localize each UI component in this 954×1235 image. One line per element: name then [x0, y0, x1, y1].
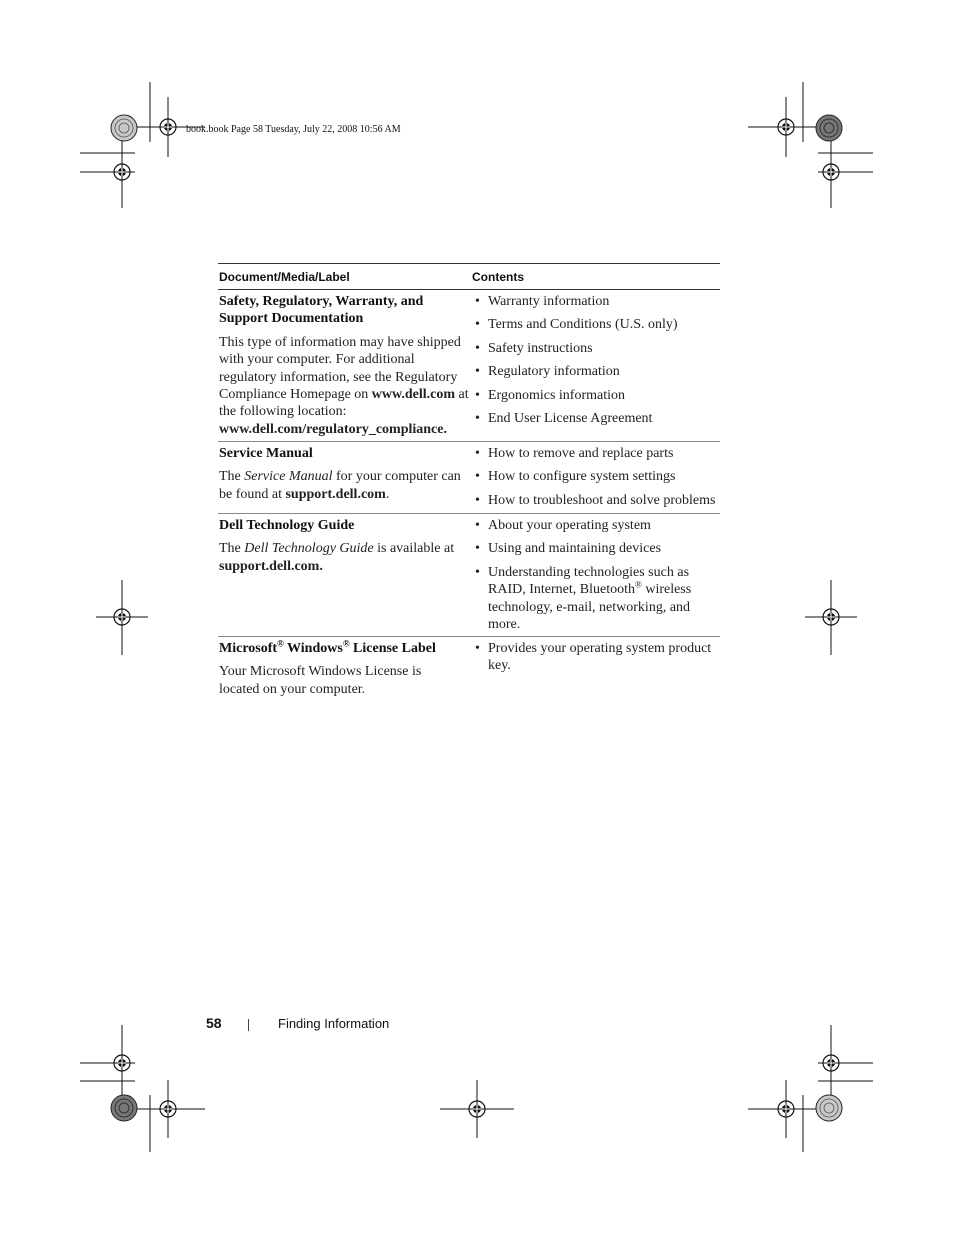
table-header	[218, 263, 720, 290]
list-item: • How to troubleshoot and solve problems	[470, 492, 720, 509]
list-item: • Understanding technologies such as RAID, Internet, Bluetooth® wireless technology, e-mail, networking, and more.	[470, 564, 720, 634]
table-row	[218, 514, 720, 637]
list-item: • Using and maintaining devices	[470, 540, 720, 557]
row-description: Your Microsoft Windows License is located on your computer.	[219, 664, 422, 697]
row-title: Dell Technology Guide	[219, 518, 355, 533]
list-item: • Provides your operating system product key.	[470, 640, 720, 675]
page-footer	[0, 1015, 954, 1035]
contents-list	[470, 445, 720, 509]
list-item: • Terms and Conditions (U.S. only)	[470, 316, 720, 333]
table-row	[218, 637, 720, 704]
header-document: Document/Media/Label	[219, 269, 350, 284]
list-item: • Safety instructions	[470, 340, 720, 357]
row-description: The Dell Technology Guide is available at support.dell.com.	[219, 541, 455, 574]
table-row	[218, 290, 720, 442]
documentation-table	[218, 263, 720, 704]
header-contents: Contents	[472, 269, 524, 284]
page-number: 58	[206, 1015, 222, 1031]
list-item: • How to configure system settings	[470, 468, 720, 485]
link-dell[interactable]: www.dell.com	[371, 387, 456, 403]
list-item: • End User License Agreement	[470, 410, 720, 427]
link-regulatory[interactable]: www.dell.com/regulatory_compliance.	[219, 421, 447, 437]
list-item: • Ergonomics information	[470, 387, 720, 404]
row-description: The Service Manual for your computer can be found at support.dell.com.	[219, 469, 461, 502]
print-slug: book.book Page 58 Tuesday, July 22, 2008 10:56 AM	[186, 124, 401, 135]
link-support[interactable]: support.dell.com.	[219, 558, 323, 574]
list-item: • About your operating system	[470, 517, 720, 534]
section-title: Finding Information	[278, 1016, 390, 1031]
list-item: • How to remove and replace parts	[470, 445, 720, 462]
table-row	[218, 442, 720, 514]
contents-list	[470, 517, 720, 633]
footer-divider	[248, 1019, 249, 1031]
row-description: This type of information may have shipped with your computer. For additional regulatory information, see the Regulatory Compliance Homepage on www.dell.com at the following location: www.dell.com/regulatory_compliance.	[219, 334, 469, 437]
row-title: Service Manual	[219, 446, 313, 461]
contents-list	[470, 640, 720, 675]
row-title: Safety, Regulatory, Warranty, and Support Documentation	[219, 294, 424, 327]
row-title: Microsoft® Windows® License Label	[219, 638, 436, 656]
list-item: • Regulatory information	[470, 363, 720, 380]
contents-list	[470, 293, 720, 427]
link-support[interactable]: support.dell.com	[285, 486, 386, 502]
list-item: • Warranty information	[470, 293, 720, 310]
